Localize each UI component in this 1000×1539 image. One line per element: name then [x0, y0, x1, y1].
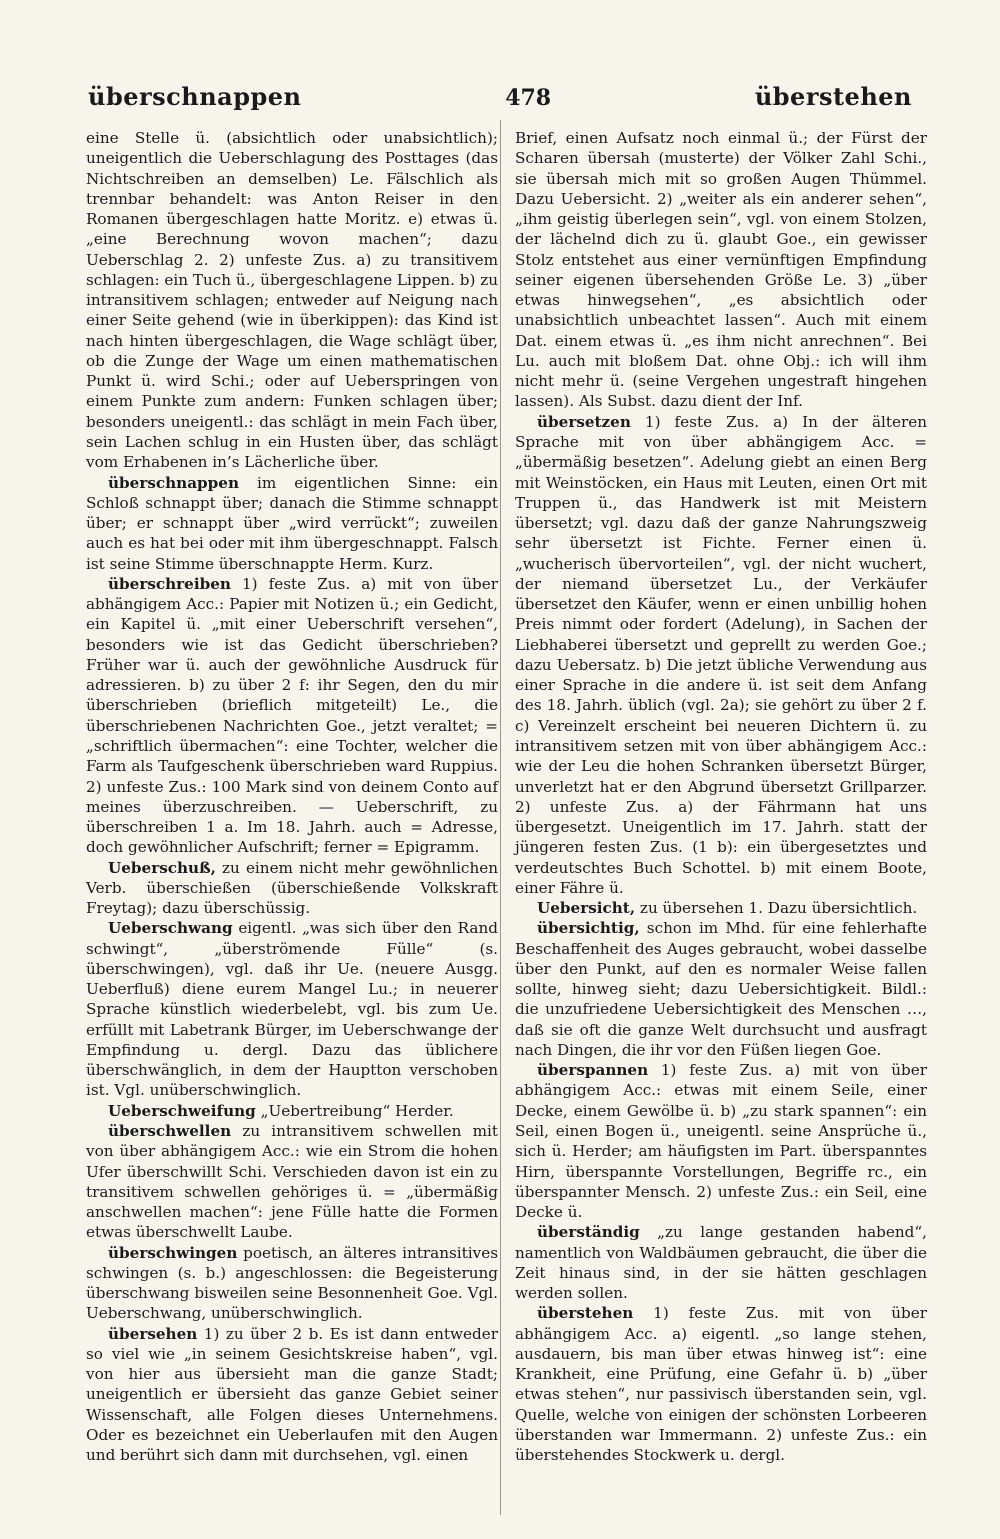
- entry-text: „Uebertreibung“ Herder.: [255, 1101, 454, 1120]
- entry-ueberspannen: [515, 1060, 927, 1222]
- header-left-word: überschnappen: [88, 82, 302, 111]
- entry-text: 1) zu über 2 b. Es ist dann entweder so viel wie „in seinem Gesichtskreise haben“, vgl. von hier aus übersieht man die ganze Stadt; uneigentlich er übersieht das ganze Gebiet seiner Wissenschaft, alle Folgen dieses Unternehmens. Oder es bezeichnet ein Ueberlaufen mit den Augen und berührt sich dann mit durchsehen, vgl. einen: [86, 1324, 498, 1465]
- entry-text: 1) feste Zus. a) mit von über abhängigem Acc.: Papier mit Notizen ü.; ein Gedicht, ein Kapitel ü. „mit einer Ueberschrift versehen“, besonders wie ist das Gedicht überschrieben? Früher war ü. auch der gewöhnliche Ausdruck für adressieren. b) zu über 2 f: ihr Segen, den du mir überschrieben (brieflich mitgeteilt) Le., die überschriebenen Nachrichten Goe., jetzt veraltet; = „schriftlich übermachen“: eine Tochter, welcher die Farm als Taufgeschenk überschrieben ward Ruppius. 2) unfeste Zus.: 100 Mark sind von deinem Conto auf meines überzuschreiben. — Ueberschrift, zu überschreiben 1 a. Im 18. Jahrh. auch = Adresse, doch gewöhnlicher Aufschrift; ferner = Epigramm.: [86, 574, 498, 857]
- entry-headword: Ueberschweifung: [108, 1101, 256, 1120]
- page-number: 478: [505, 85, 552, 111]
- entry-text: eigentl. „was sich über den Rand schwingt“, „überströmende Fülle“ (s. überschwingen), vgl. daß ihr Ue. (neuere Ausgg. Ueberfluß) diene eurem Mangel Lu.; in neuerer Sprache künstlich wiederbelebt, vgl. bis zum Ue. erfüllt mit Labetrank Bürger, im Ueberschwange der Empfindung u. dergl. Dazu das üblichere überschwänglich, in dem der Hauptton verschoben ist. Vgl. unüberschwinglich.: [86, 919, 498, 1100]
- entry-headword: Ueberschwang: [108, 919, 233, 938]
- entry-continuation: [515, 128, 927, 412]
- entry-headword: Ueberschuß,: [108, 858, 216, 877]
- entry-headword: überschnappen: [108, 473, 239, 492]
- entry-text: zu übersehen 1. Dazu übersichtlich.: [635, 899, 918, 918]
- entry-uebersetzen: [515, 412, 927, 898]
- column-divider: [500, 120, 501, 1515]
- entry-text: schon im Mhd. für eine fehlerhafte Beschaffenheit des Auges gebraucht, wobei dasselbe über den Punkt, auf den es normaler Weise fallen sollte, hinweg sieht; dazu Uebersichtigkeit. Bildl.: die unzufriedene Uebersichtigkeit des Menschen …, daß sie oft die ganze Welt durchsucht und ausfragt nach Dingen, die ihr vor den Füßen liegen Goe.: [515, 919, 927, 1059]
- entry-uebersicht: [515, 898, 927, 918]
- entry-headword: überspannen: [537, 1061, 649, 1080]
- entry-ueberschwang: [86, 918, 498, 1100]
- entry-headword: übersichtig,: [537, 919, 640, 938]
- entry-ueberstaendig: [515, 1222, 927, 1303]
- entry-uebersehen: [86, 1324, 498, 1466]
- entry-text: poetisch, an älteres intransitives schwingen (s. b.) angeschlossen: die Begeisterung überschwang bisweilen seine Besonnenheit Goe. Vgl. Ueberschwang, unüberschwinglich.: [86, 1243, 498, 1323]
- entry-text: „zu lange gestanden habend“, namentlich von Waldbäumen gebraucht, die über die Zeit hinaus sind, in der sie hätten geschlagen werden sollen.: [515, 1223, 927, 1303]
- entry-ueberschuss: [86, 858, 498, 919]
- entry-text: im eigentlichen Sinne: ein Schloß schnappt über; danach die Stimme schnappt über; er schnappt über „wird verrückt“; zuweilen auch es hat bei oder mit ihm übergeschnappt. Falsch ist seine Stimme überschnappte Herm. Kurz.: [86, 473, 498, 573]
- entry-continuation: [86, 128, 498, 473]
- entry-headword: überschwingen: [108, 1243, 238, 1262]
- left-column: [86, 128, 498, 1466]
- entry-text: 1) feste Zus. a) In der älteren Sprache mit von über abhängigem Acc. = „übermäßig besetzen“. Adelung giebt an einen Berg mit Weinstöcken, ein Haus mit Leuten, einen Ort mit Truppen ü., das Handwerk ist mit Meistern übersetzt; vgl. dazu daß der ganze Nahrungszweig sehr übersetzt ist Fichte. Ferner einen ü. „wucherisch übervorteilen“, vgl. der nicht wuchert, der niemand übersetzet Lu., der Verkäufer übersetzet den Käufer, wenn er einen unbillig hohen Preis nimmt oder fordert (Adelung), in Sachen der Liebhaberei übersetzt und geprellt zu werden Goe.; dazu Uebersatz. b) Die jetzt übliche Verwendung aus einer Sprache in die andere ü. ist seit dem Anfang des 18. Jahrh. üblich (vgl. 2a); sie gehört zu über 2 f. c) Vereinzelt erscheint bei neueren Dichtern ü. zu intransitivem setzen mit von über abhängigem Acc.: wie der Leu die hohen Schranken übersetzt Bürger, unverletzt hat er den Abgrund übersetzt Grillparzer. 2) unfeste Zus. a) der Fährmann hat uns übergesetzt. Uneigentlich im 17. Jahrh. statt der jüngeren festen Zus. (1 b): ein übergesetztes und verdeutschtes Buch Schottel. b) mit einem Boote, einer Fähre ü.: [515, 412, 927, 897]
- entry-headword: übersetzen: [537, 412, 631, 431]
- entry-headword: übersehen: [108, 1324, 198, 1343]
- entry-headword: überstehen: [537, 1304, 634, 1323]
- entry-ueberstehen: [515, 1303, 927, 1465]
- entry-text: 1) feste Zus. mit von über abhängigem Acc. a) eigentl. „so lange stehen, ausdauern, bis man über etwas hinweg ist“: eine Krankheit, eine Prüfung, eine Gefahr ü. b) „über etwas stehen“, nur passivisch überstanden sein, vgl. Quelle, welche von einigen der schönsten Lorbeeren überstanden war Immermann. 2) unfeste Zus.: ein überstehendes Stockwerk u. dergl.: [515, 1304, 927, 1465]
- entry-ueberschweifung: [86, 1101, 498, 1121]
- entry-headword: Uebersicht,: [537, 899, 636, 918]
- entry-text: Brief, einen Aufsatz noch einmal ü.; der Fürst der Scharen übersah (musterte) der Völker Zahl Schi., sie übersah mich mit so großen Augen Thümmel. Dazu Uebersicht. 2) „weiter als ein anderer sehen“, „ihm geistig überlegen sein“, vgl. von einem Stolzen, der lächelnd dich zu ü. glaubt Goe., ein gewisser Stolz entstehet aus einer vernünftigen Empfindung seiner eigenen übersehenden Größe Le. 3) „über etwas hinwegsehen“, „es absichtlich oder unabsichtlich unbeachtet lassen“. Auch mit einem Dat. einem etwas ü. „es ihm nicht anrechnen“. Bei Lu. auch mit bloßem Dat. ohne Obj.: ich will ihm nicht mehr ü. (seine Vergehen ungestraft hingehen lassen). Als Subst. dazu dient der Inf.: [515, 129, 927, 411]
- entry-ueberschreiben: [86, 574, 498, 858]
- entry-text: 1) feste Zus. a) mit von über abhängigem Acc.: etwas mit einem Seile, einer Decke, einem Gewölbe ü. b) „zu stark spannen“: ein Seil, einen Bogen ü., uneigentl. seine Ansprüche ü., sich ü. Herder; am häufigsten im Part. überspanntes Hirn, überspannte Vorstellungen, Begriffe rc., ein überspannter Mensch. 2) unfeste Zus.: ein Seil, eine Decke ü.: [515, 1061, 927, 1222]
- entry-text: zu intransitivem schwellen mit von über abhängigem Acc.: wie ein Strom die hohen Ufer überschwillt Schi. Verschieden davon ist ein zu transitivem schwellen gehöriges ü. = „übermäßig anschwellen machen“: jene Fülle hatte die Formen etwas überschwellt Laube.: [86, 1122, 498, 1242]
- entry-ueberschwingen: [86, 1243, 498, 1324]
- entry-ueberschwellen: [86, 1121, 498, 1243]
- entry-headword: überschreiben: [108, 574, 231, 593]
- running-header: [88, 82, 912, 122]
- entry-text: zu einem nicht mehr gewöhnlichen Verb. überschießen (überschießende Volkskraft Freytag); dazu überschüssig.: [86, 858, 498, 918]
- entry-uebersichtig: [515, 918, 927, 1060]
- entry-text: eine Stelle ü. (absichtlich oder unabsichtlich); uneigentlich die Ueberschlagung des Posttages (das Nichtschreiben an demselben) Le. Fälschlich als trennbar behandelt: was Anton Reiser in den Romanen übergeschlagen hatte Moritz. e) etwas ü. „eine Berechnung wovon machen“; dazu Ueberschlag 2. 2) unfeste Zus. a) zu transitivem schlagen: ein Tuch ü., übergeschlagene Lippen. b) zu intransitivem schlagen; entweder auf Neigung nach einer Seite gehend (wie in überkippen): das Kind ist nach hinten übergeschlagen, die Wage schlägt über, ob die Zunge der Wage um einen mathematischen Punkt ü. wird Schi.; oder auf Ueberspringen von einem Punkte zum andern: Funken schlagen über; besonders uneigentl.: das schlägt in mein Fach über, sein Lachen schlug in ein Husten über, das schlägt vom Erhabenen in’s Lächerliche über.: [86, 129, 499, 472]
- entry-headword: überschwellen: [108, 1122, 232, 1141]
- entry-ueberschnappen: [86, 473, 498, 574]
- right-column: [515, 128, 927, 1466]
- header-right-word: überstehen: [754, 82, 912, 111]
- entry-headword: überständig: [537, 1223, 640, 1242]
